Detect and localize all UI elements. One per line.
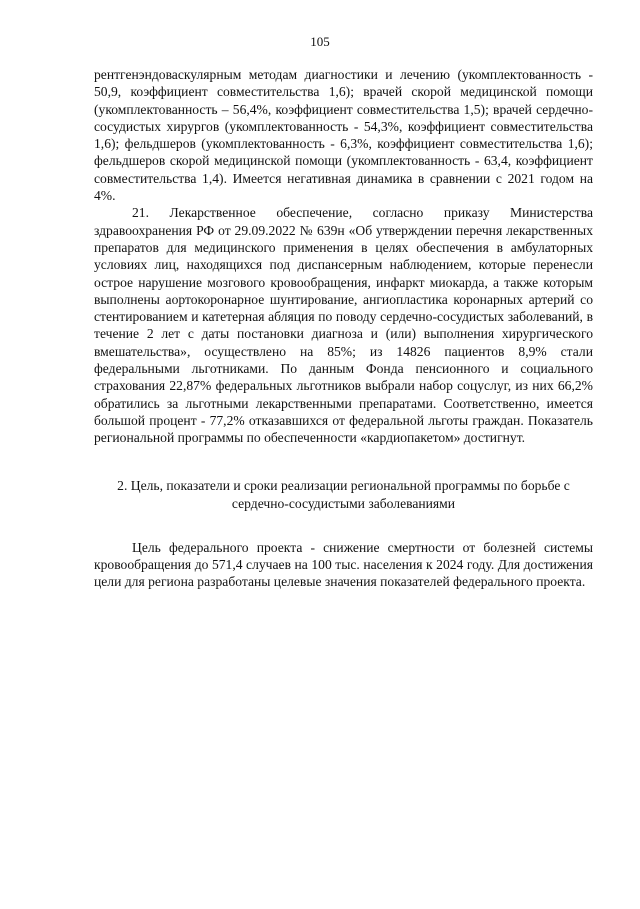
page-number: 105: [310, 34, 330, 49]
paragraph-federal-goal: Цель федерального проекта - снижение смертности от болезней системы кровообращения до 571,4 случаев на 100 тыс. населения к 2024 году. Для достижения цели для региона разработаны целевые значения показателей федерального проекта.: [94, 539, 593, 590]
paragraph-drug-provision: 21. Лекарственное обеспечение, согласно приказу Министерства здравоохранения РФ от 29.09.2022 № 639н «Об утверждении перечня лекарственных препаратов для медицинского применения в целях обеспечения в амбулаторных условиях лиц, находящихся под диспансерным наблюдением, которые перенесли острое нарушение мозгового кровообращения, инфаркт миокарда, а также которым выполнены аортокоронарное шунтирование, ангиопластика коронарных артерий со стентированием и катетерная абляция по поводу сердечно-сосудистых заболеваний, в течение 2 лет с даты постановки диагноза и (или) выполнения хирургического вмешательства», осуществлено на 85%; из 14826 пациентов 8,9% стали федеральными льготниками. По данным Фонда пенсионного и социального страхования 22,87% федеральных льготников выбрали набор соцуслуг, из них 66,2% обратились за льготными лекарственными препаратами. Соответственно, имеется большой процент - 77,2% отказавшихся от федеральной льготы граждан. Показатель региональной программы по обеспеченности «кардиопакетом» достигнут.: [94, 205, 593, 446]
document-body: [94, 66, 593, 590]
paragraph-staffing: рентгенэндоваскулярным методам диагностики и лечению (укомплектованность - 50,9, коэффициент совместительства 1,6); врачей скорой медицинской помощи (укомплектованность – 56,4%, коэффициент совместительства 1,5); врачей сердечно-сосудистых хирургов (укомплектованность - 54,3%, коэффициент совместительства 1,6); фельдшеров (укомплектованность - 6,3%, коэффициент совместительства 1,6); фельдшеров скорой медицинской помощи (укомплектованность - 63,4, коэффициент совместительства 1,4). Имеется негативная динамика в сравнении с 2021 годом на 4%.: [94, 67, 593, 204]
section-heading: 2. Цель, показатели и сроки реализации региональной программы по борьбе с сердечно-сосудистыми заболеваниями: [117, 477, 570, 511]
